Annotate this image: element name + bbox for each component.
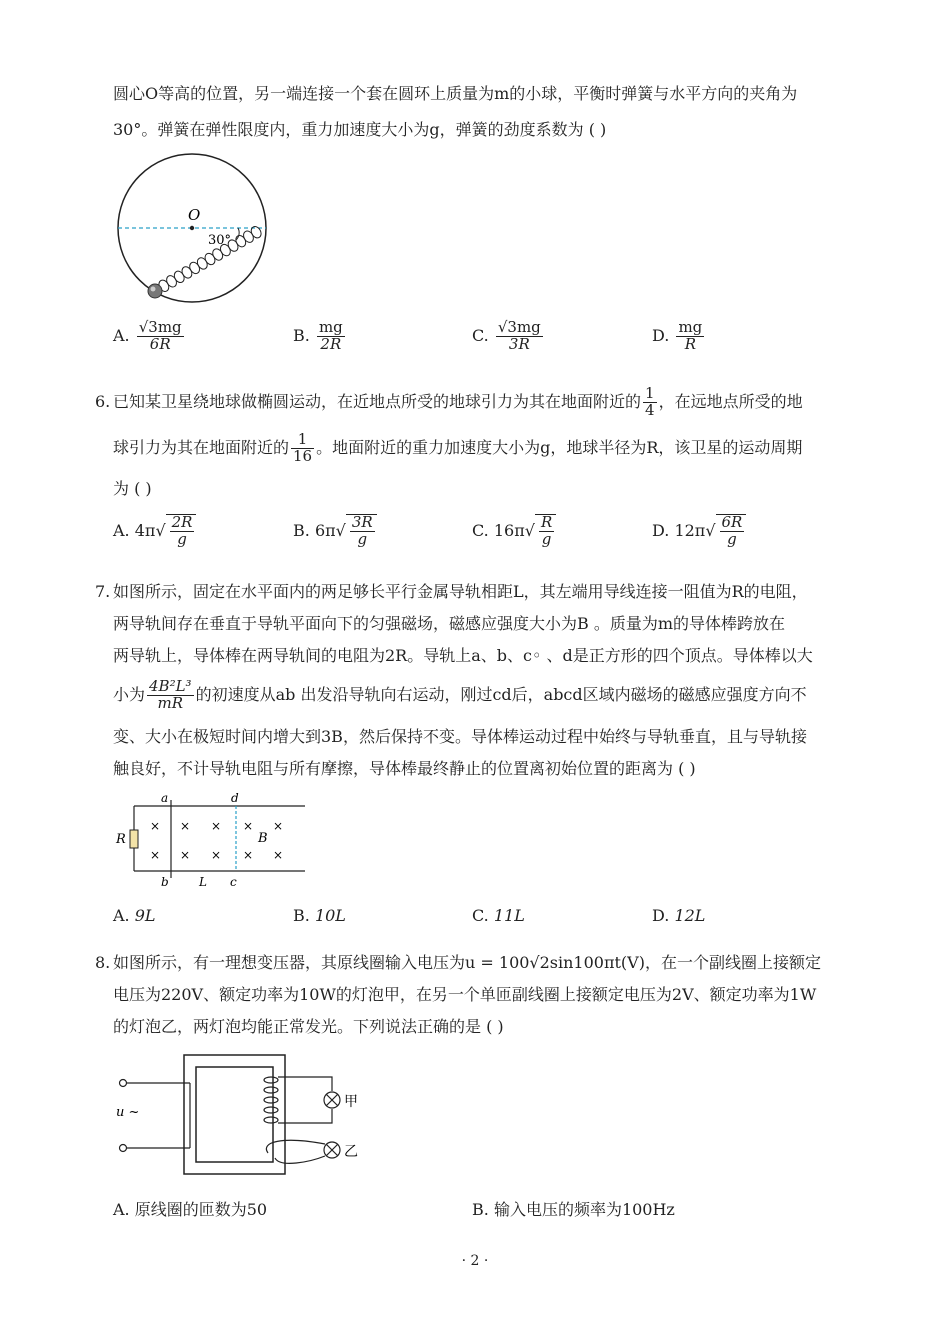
lamp-yi-label: 乙 <box>344 1144 358 1160</box>
q7-text-line-6: 触良好，不计导轨电阻与所有摩擦，导体棒最终静止的位置离初始位置的距离为 ( ) <box>113 759 696 778</box>
q7-option-b: B. 10L <box>293 906 346 925</box>
input-terminal-bottom <box>120 1145 127 1152</box>
secondary-coil-2 <box>266 1140 325 1163</box>
cross: × <box>150 819 161 833</box>
spring-coil <box>249 225 263 240</box>
cross: × <box>150 848 161 862</box>
spring-coil <box>203 252 217 267</box>
q8-transformer-figure <box>110 1050 370 1180</box>
cross: × <box>180 848 191 862</box>
q5-option-d: D. $\frac{mg}{R}$ <box>652 318 703 353</box>
lamp-jia <box>324 1092 340 1108</box>
label-b: b <box>161 875 169 889</box>
spring-coil <box>234 234 248 249</box>
q6-text-line-1: 已知某卫星绕地球做椭圆运动，在近地点所受的地球引力为其在地面附近的 $\frac{1}{4}$ ，在远地点所受的地 <box>113 384 803 419</box>
q7-option-a: A. 9L <box>113 906 156 925</box>
spring-coil <box>195 256 209 271</box>
q7-text-line-5: 变、大小在极短时间内增大到3B，然后保持不变。导体棒运动过程中始终与导轨垂直，且与导轨接 <box>113 727 807 746</box>
q7-text-line-4: 小为 $\frac{\text{4B²L³}}{mR}$ 的初速度从ab 出发沿导轨向右运动，刚过cd后，abcd区域内磁场的磁感应强度方向不 <box>113 677 807 712</box>
resistor <box>130 830 138 848</box>
q8-option-b: B. 输入电压的频率为100Hz <box>472 1200 675 1219</box>
cross: × <box>211 848 222 862</box>
q6-option-c: C. 16π√ $\frac{R}{g}$ <box>472 514 556 548</box>
q6-option-b: B. 6π√ $\frac{3R}{g}$ <box>293 514 377 548</box>
label-c: c <box>230 875 237 889</box>
q7-rail-figure <box>110 790 310 890</box>
spring-coil <box>242 229 256 244</box>
q6-text-line-3: 为 ( ) <box>113 479 152 498</box>
q7-text-line-3: 两导轨上，导体棒在两导轨间的电阻为2R。导轨上a、b、c◦ 、d是正方形的四个顶点。导体棒以大 <box>113 646 813 665</box>
spring-coil <box>188 260 202 275</box>
q5-option-b: B. $\frac{mg}{2R}$ <box>293 318 343 353</box>
q5-text-line-2: 30°。弹簧在弹性限度内，重力加速度大小为g，弹簧的劲度系数为 ( ) <box>113 120 607 139</box>
label-B: B <box>258 831 268 846</box>
spring-coil <box>211 247 225 262</box>
q6-option-a: A. 4π√ $\frac{2R}{g}$ <box>113 514 196 548</box>
q5-option-a: A. $\frac{√3mg}{6R}$ <box>113 318 182 353</box>
cross: × <box>243 848 254 862</box>
resistor-label: R <box>116 832 126 847</box>
q5-text-line-1: 圆心O等高的位置，另一端连接一个套在圆环上质量为m的小球，平衡时弹簧与水平方向的夹角为 <box>113 84 798 103</box>
input-terminal-top <box>120 1080 127 1087</box>
lamp-yi <box>324 1142 340 1158</box>
q7-number: 7. <box>95 582 111 601</box>
spring-coil <box>172 269 186 284</box>
center-label: O <box>188 206 201 224</box>
core-inner <box>196 1067 273 1162</box>
q6-option-d: D. 12π√ $\frac{6R}{g}$ <box>652 514 746 548</box>
cross: × <box>273 819 284 833</box>
q7-text-line-1: 如图所示，固定在水平面内的两足够长平行金属导轨相距L，其左端用导线连接一阻值为R的电阻， <box>113 582 808 601</box>
q7-option-d: D. 12L <box>652 906 706 925</box>
q8-text-line-2: 电压为220V、额定功率为10W的灯泡甲，在另一个单匝副线圈上接额定电压为2V、额定功率为1W <box>113 985 817 1004</box>
core-outer <box>184 1055 285 1174</box>
cross: × <box>180 819 191 833</box>
q8-text-line-1: 如图所示，有一理想变压器，其原线圈输入电压为u = 100√2sin100πt(V)，在一个副线圈上接额定 <box>113 953 821 972</box>
ball <box>148 284 162 298</box>
q5-option-c: C. $\frac{√3mg}{3R}$ <box>472 318 541 353</box>
q8-number: 8. <box>95 953 111 972</box>
input-voltage-label: u ~ <box>116 1105 140 1120</box>
q5-circle-figure <box>110 150 280 310</box>
q7-option-c: C. 11L <box>472 906 525 925</box>
cross: × <box>273 848 284 862</box>
label-d: d <box>231 791 239 805</box>
spring-coil <box>165 274 179 289</box>
label-L: L <box>199 875 207 889</box>
secondary-coil-1 <box>264 1077 332 1123</box>
q7-text-line-2: 两导轨间存在垂直于导轨平面向下的匀强磁场，磁感应强度大小为B 。质量为m的导体棒跨放在 <box>113 614 786 633</box>
cross: × <box>243 819 254 833</box>
q8-text-line-3: 的灯泡乙，两灯泡均能正常发光。下列说法正确的是 ( ) <box>113 1017 504 1036</box>
angle-label: 30° <box>208 233 232 248</box>
q8-option-a: A. 原线圈的匝数为50 <box>113 1200 268 1219</box>
page-number: · 2 · <box>461 1253 489 1269</box>
q6-text-line-2: 球引力为其在地面附近的 $\frac{1}{16}$ 。地面附近的重力加速度大小为g，地球半径为R，该卫星的运动周期 <box>113 430 803 465</box>
q6-number: 6. <box>95 392 111 411</box>
spring-coil <box>180 265 194 280</box>
center-dot <box>190 226 194 230</box>
label-a: a <box>161 791 169 805</box>
lamp-jia-label: 甲 <box>344 1094 358 1110</box>
cross: × <box>211 819 222 833</box>
